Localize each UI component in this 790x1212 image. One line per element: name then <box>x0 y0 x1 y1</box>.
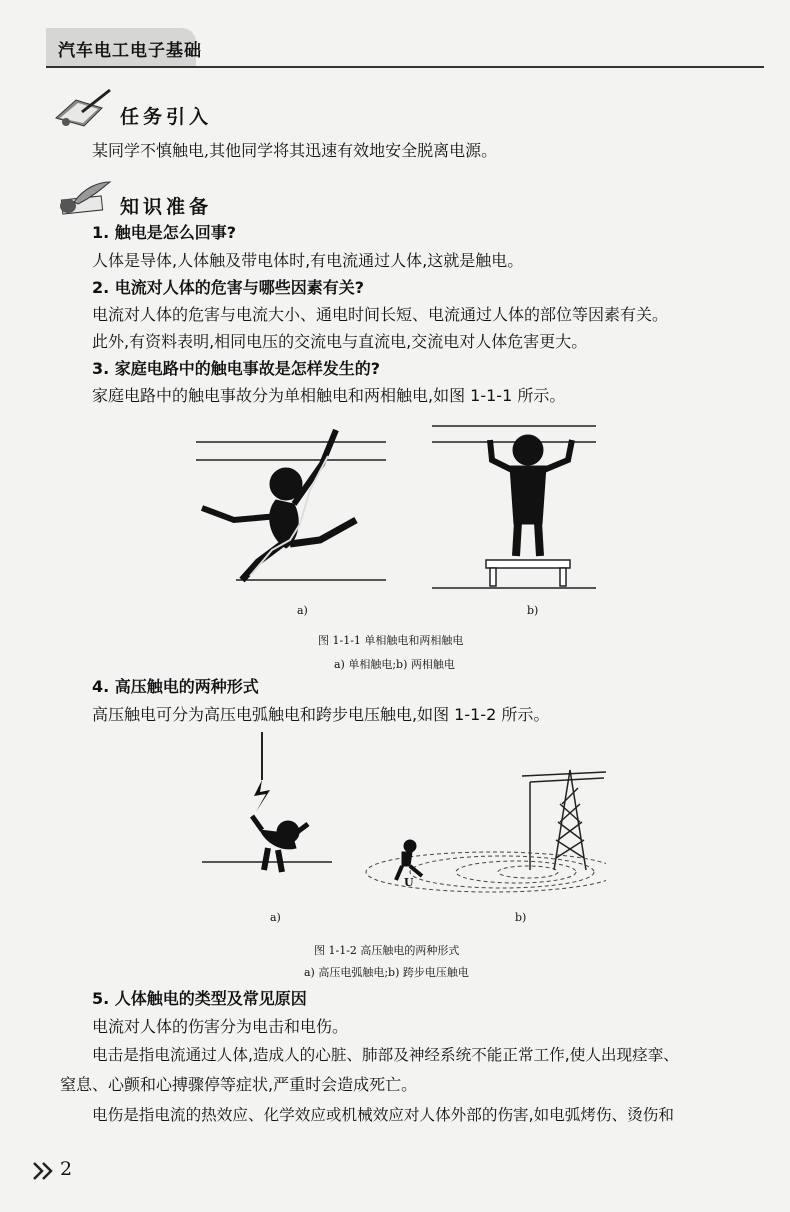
transmission-tower <box>522 770 606 870</box>
step-voltage-figure <box>396 840 422 880</box>
page-chevron-icon <box>32 1160 56 1182</box>
figure-1-1-2-illustration <box>196 730 606 900</box>
answer-5-line2: 电击是指电流通过人体,造成人的心脏、肺部及神经系统不能正常工作,使人出现痉挛、 <box>92 1046 679 1064</box>
question-3: 3. 家庭电路中的触电事故是怎样发生的? <box>92 359 381 378</box>
question-5: 5. 人体触电的类型及常见原因 <box>92 989 307 1008</box>
answer-2-line1: 电流对人体的危害与电流大小、通电时间长短、电流通过人体的部位等因素有关。 <box>92 305 669 324</box>
answer-1: 人体是导体,人体触及带电体时,有电流通过人体,这就是触电。 <box>92 251 524 270</box>
answer-2-line2: 此外,有资料表明,相同电压的交流电与直流电,交流电对人体危害更大。 <box>92 332 588 351</box>
figure-1-label-a: a) <box>297 604 308 617</box>
section-title-intro: 任务引入 <box>120 106 213 128</box>
arc-shock-figure <box>252 816 308 872</box>
book-title: 汽车电工电子基础 <box>58 41 202 61</box>
step-voltage-u-label: U <box>404 876 414 889</box>
answer-4: 高压触电可分为高压电弧触电和跨步电压触电,如图 1-1-2 所示。 <box>92 705 550 724</box>
intro-text: 某同学不慎触电,其他同学将其迅速有效地安全脱离电源。 <box>92 141 498 160</box>
quill-inkpot-icon <box>54 180 116 216</box>
answer-5-line4: 电伤是指电流的热效应、化学效应或机械效应对人体外部的伤害,如电弧烤伤、烫伤和 <box>92 1106 674 1124</box>
single-phase-figure <box>202 430 356 580</box>
page-number: 2 <box>60 1158 73 1180</box>
answer-5-line3: 窒息、心颤和心搏骤停等症状,严重时会造成死亡。 <box>60 1075 418 1094</box>
figure-1-subcaption: a) 单相触电;b) 两相触电 <box>334 658 455 671</box>
question-4: 4. 高压触电的两种形式 <box>92 677 259 696</box>
figure-1-1-1-illustration <box>190 420 600 620</box>
question-1: 1. 触电是怎么回事? <box>92 223 237 242</box>
pen-notebook-icon <box>52 88 114 128</box>
figure-1-caption: 图 1-1-1 单相触电和两相触电 <box>318 634 464 647</box>
section-title-prep: 知识准备 <box>120 196 213 218</box>
question-2: 2. 电流对人体的危害与哪些因素有关? <box>92 278 365 297</box>
figure-1-label-b: b) <box>527 604 539 617</box>
header-rule <box>46 66 764 68</box>
figure-2-caption: 图 1-1-2 高压触电的两种形式 <box>314 944 460 957</box>
figure-2-label-b: b) <box>515 911 527 924</box>
answer-5-line1: 电流对人体的伤害分为电击和电伤。 <box>92 1017 349 1036</box>
figure-2-label-a: a) <box>270 911 281 924</box>
two-phase-figure <box>490 435 572 556</box>
answer-3: 家庭电路中的触电事故分为单相触电和两相触电,如图 1-1-1 所示。 <box>92 386 566 405</box>
figure-2-subcaption: a) 高压电弧触电;b) 跨步电压触电 <box>304 966 469 979</box>
